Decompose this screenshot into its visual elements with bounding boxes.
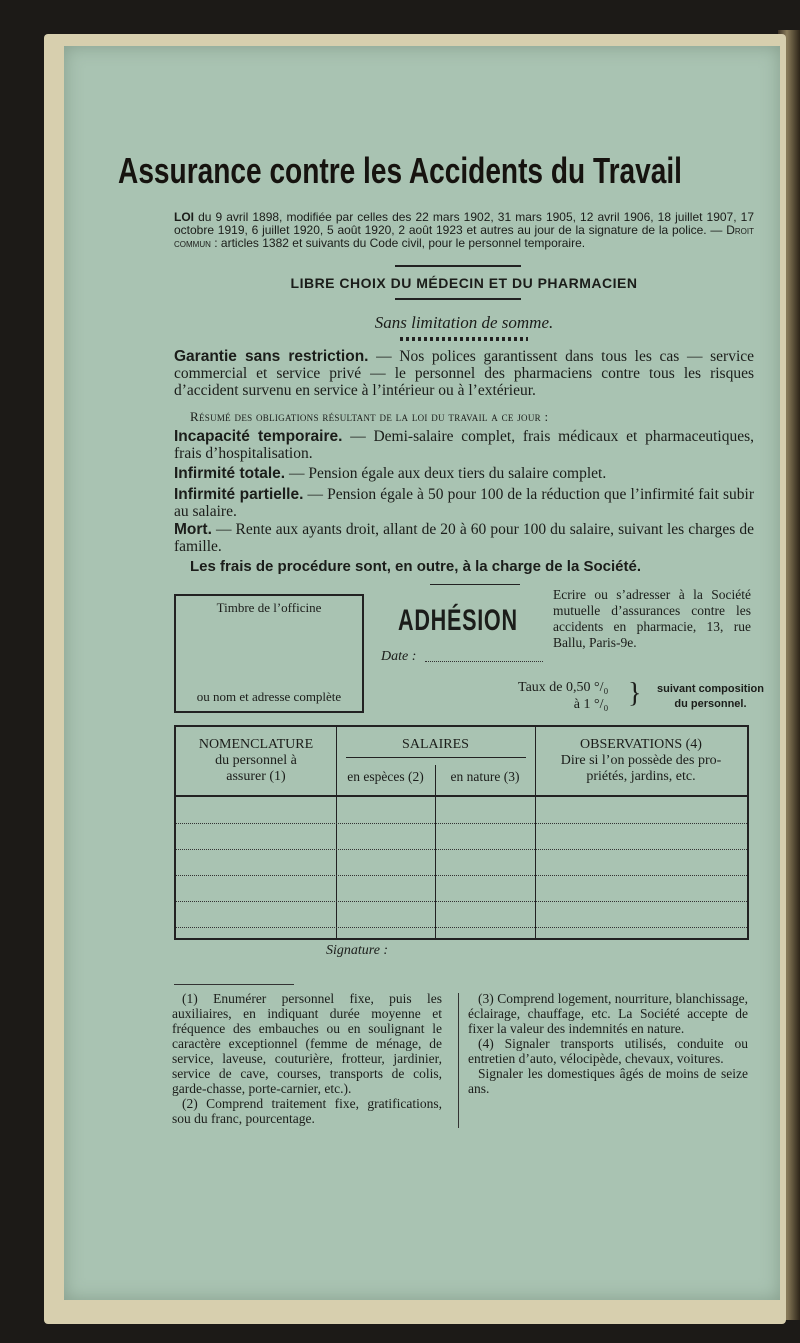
header-line: OBSERVATIONS (4) xyxy=(580,737,702,752)
brace-icon: } xyxy=(628,678,642,709)
stamp-box-label: Timbre de l’officine xyxy=(216,600,322,615)
rate-line-2: à 1 °/₀ xyxy=(573,697,609,712)
salaires-brace xyxy=(346,757,526,758)
obligation-item xyxy=(174,486,754,520)
observations-header xyxy=(535,737,747,785)
column-divider xyxy=(435,765,436,938)
rate-note-line-1: suivant composition xyxy=(657,683,764,695)
nature-header: en nature (3) xyxy=(450,769,520,784)
resume-heading xyxy=(190,409,750,425)
date-field[interactable] xyxy=(425,661,543,662)
table-row[interactable] xyxy=(176,849,747,850)
rate-note xyxy=(657,682,764,712)
obligation-text: — Pension égale à 50 pour 100 de la réduction que l’infirmité fait subir au salaire. xyxy=(174,486,754,520)
divider xyxy=(430,584,520,585)
droit-commun-label: Droit commun xyxy=(174,223,754,250)
table-row[interactable] xyxy=(176,875,747,876)
obligation-label: Incapacité temporaire. xyxy=(174,428,343,445)
rate-block xyxy=(518,679,608,713)
garantie-text: — Nos polices garantissent dans tous les cas — service commercial et service privé — le personnel des pharmaciens contre tous les risques d’accident survenu en service à l’intérieur ou à l’extérieur. xyxy=(174,348,755,399)
obligation-item xyxy=(174,521,754,555)
nomenclature-header xyxy=(176,737,336,785)
especes-header: en espèces (2) xyxy=(347,769,424,784)
table-row[interactable] xyxy=(176,927,747,928)
header-line: Dire si l’on possède des pro- xyxy=(560,753,722,768)
footnote-column-divider xyxy=(458,993,459,1128)
table-row[interactable] xyxy=(176,823,747,824)
footnote-3: (3) Comprend logement, nourriture, blanchissage, éclairage, chauffage, etc. La Société accepte de fixer la valeur des indemnités en nature. xyxy=(468,991,748,1036)
personnel-table xyxy=(174,725,749,940)
stamp-box xyxy=(174,594,364,713)
garantie-paragraph xyxy=(174,348,754,399)
sans-limitation: Sans limitation de somme. xyxy=(374,313,554,332)
signature-label: Signature : xyxy=(326,943,389,958)
obligation-text: — Rente aux ayants droit, allant de 20 à 60 pour 100 du salaire, suivant les charges de famille. xyxy=(174,521,754,555)
divider xyxy=(395,265,521,267)
column-divider xyxy=(336,727,337,938)
header-line: assurer (1) xyxy=(226,769,286,784)
footnote-4-continued: Signaler les domestiques âgés de moins de seize ans. xyxy=(468,1066,748,1096)
obligation-text: — Demi-salaire complet, frais médicaux et pharmaceutiques, frais d’hospitalisation. xyxy=(174,428,754,462)
stamp-box-sublabel: ou nom et adresse complète xyxy=(196,689,342,704)
adhesion-heading: ADHÉSION xyxy=(398,604,518,637)
obligation-label: Infirmité partielle. xyxy=(174,486,304,503)
header-line: NOMENCLATURE xyxy=(198,737,314,752)
obligation-label: Infirmité totale. xyxy=(174,465,286,482)
choix-heading: LIBRE CHOIX DU MÉDECIN ET DU PHARMACIEN xyxy=(290,275,638,291)
obligation-item xyxy=(174,428,754,462)
obligation-item xyxy=(174,465,754,482)
footnote-1: (1) Enumérer personnel fixe, puis les auxiliaires, en indiquant durée moyenne et fréquence des embauches ou en soulignant le caractère exceptionnel (femme de ménage, de service, laveuse, couturière, frotteur, jardinier, service de cave, courses, transports de colis, garde-chasse, porte-carnier, etc.). xyxy=(172,991,442,1096)
contact-address: Ecrire ou s’adresser à la Société mutuelle d’assurances contre les accidents en pharmacie, 13, rue Ballu, Paris-9e. xyxy=(553,587,751,650)
divider xyxy=(395,298,521,300)
garantie-label: Garantie sans restriction. xyxy=(174,348,369,365)
law-text: du 9 avril 1898, modifiée par celles des 22 mars 1902, 31 mars 1905, 12 avril 1906, 18 juillet 1907, 17 octobre 1919, 6 juillet 1920, 5 août 1920, 2 août 1923 et autres au jour de la signature de la police. — xyxy=(174,210,754,237)
footnote-4: (4) Signaler transports utilisés, conduite ou entretien d’auto, vélocipède, chevaux, voitures. xyxy=(468,1036,748,1066)
law-reference xyxy=(174,211,754,250)
rate-line-1: Taux de 0,50 °/₀ xyxy=(518,680,609,695)
header-line: du personnel à xyxy=(215,753,297,768)
obligation-label: Mort. xyxy=(174,521,212,538)
loi-label: LOI xyxy=(174,210,194,224)
resume-text: Résumé des obligations résultant de la loi du travail a ce jour : xyxy=(190,409,549,424)
law-text-2: : articles 1382 et suivants du Code civil, pour le personnel temporaire. xyxy=(210,236,586,250)
wavy-underline xyxy=(400,337,528,341)
footnotes-right xyxy=(468,991,748,1096)
table-row[interactable] xyxy=(176,901,747,902)
frais-statement: Les frais de procédure sont, en outre, à la charge de la Société. xyxy=(190,558,641,575)
footnote-rule xyxy=(174,984,294,985)
footnote-2: (2) Comprend traitement fixe, gratifications, sou du franc, pourcentage. xyxy=(172,1096,442,1126)
rate-note-line-2: du personnel. xyxy=(674,698,747,710)
date-label: Date : xyxy=(381,649,417,664)
page-title: Assurance contre les Accidents du Travail xyxy=(118,150,682,191)
obligation-text: — Pension égale aux deux tiers du salaire complet. xyxy=(285,465,607,482)
footnotes-left xyxy=(172,991,442,1126)
header-line: priétés, jardins, etc. xyxy=(586,769,696,784)
header-rule xyxy=(176,795,747,797)
salaires-header: SALAIRES xyxy=(402,737,469,752)
